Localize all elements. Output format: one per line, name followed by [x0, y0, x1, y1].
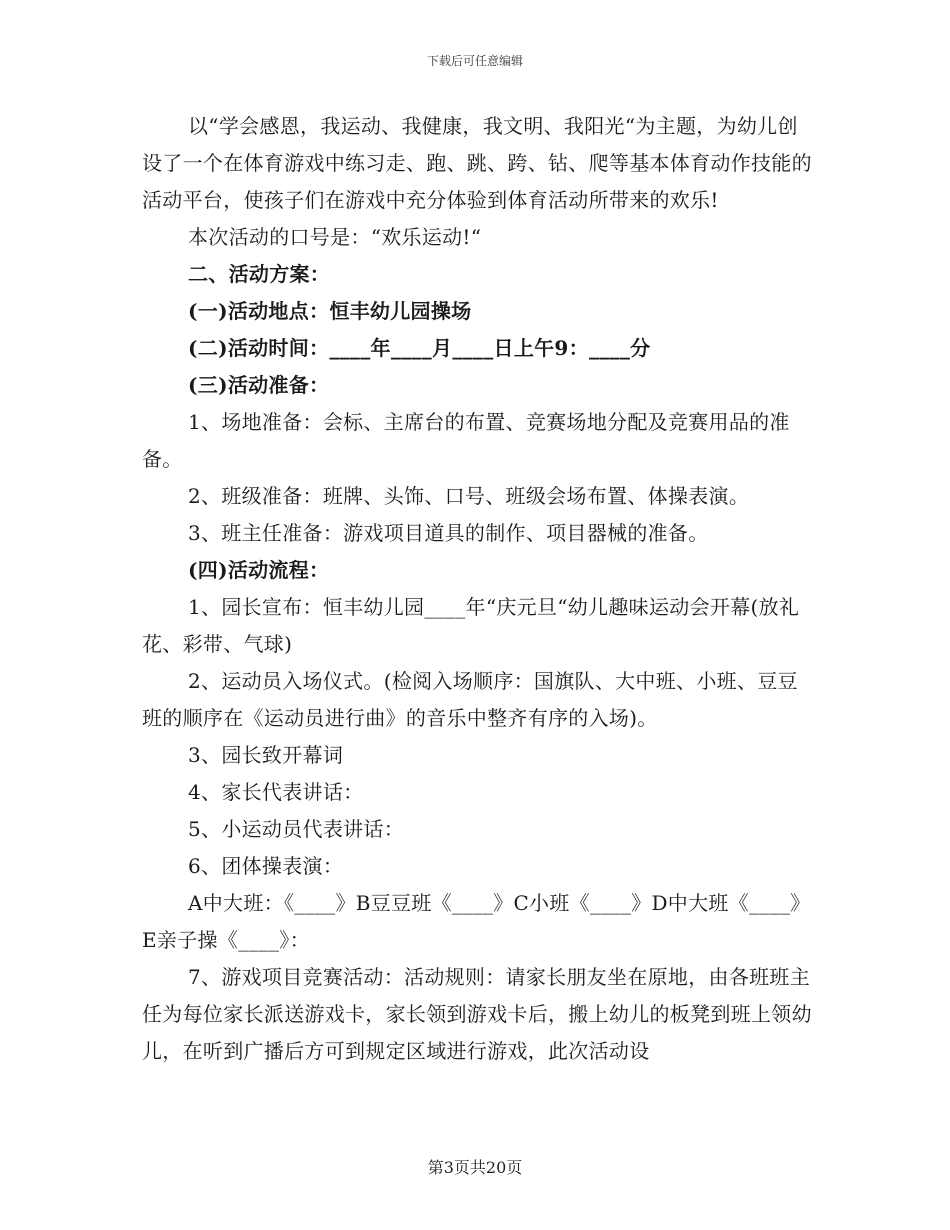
paragraph-speech-athlete: 5、小运动员代表讲话：	[188, 817, 405, 841]
paragraph-speech-director: 3、园长致开幕词	[188, 743, 344, 767]
page-footer: 第3页共20页	[427, 1158, 523, 1177]
paragraph-group-exercise: 6、团体操表演：	[188, 854, 344, 878]
paragraph-slogan: 本次活动的口号是：“欢乐运动!“	[188, 225, 482, 249]
heading-activity-plan: 二、活动方案：	[188, 262, 331, 286]
paragraph-teacher-prep: 3、班主任准备：游戏项目道具的制作、项目器械的准备。	[188, 521, 709, 545]
paragraph-entrance: 2、运动员入场仪式。(检阅入场顺序：国旗队、大中班、小班、豆豆班的顺序在《运动员进行曲》的音乐中整齐有序的入场)。	[142, 669, 798, 730]
paragraph-speech-parent: 4、家长代表讲话：	[188, 780, 364, 804]
paragraph-opening: 1、园长宣布：恒丰幼儿园____年“庆元旦“幼儿趣味运动会开幕(放礼花、彩带、气球)	[142, 595, 800, 656]
document-body	[142, 108, 812, 1070]
paragraph-venue-prep: 1、场地准备：会标、主席台的布置、竞赛场地分配及竞赛用品的准备。	[142, 410, 790, 471]
heading-preparation: (三)活动准备：	[188, 373, 330, 397]
paragraph-game-rules: 7、游戏项目竞赛活动：活动规则：请家长朋友坐在原地，由各班班主任为每位家长派送游戏卡，家长领到游戏卡后，搬上幼儿的板凳到班上领幼儿，在听到广播后方可到规定区域进行游戏，此次活动设	[142, 965, 812, 1063]
paragraph-class-prep: 2、班级准备：班牌、头饰、口号、班级会场布置、体操表演。	[188, 484, 750, 508]
heading-location: (一)活动地点：恒丰幼儿园操场	[188, 299, 472, 323]
page-header: 下载后可任意编辑	[426, 54, 523, 68]
heading-process: (四)活动流程：	[188, 558, 330, 582]
heading-time: (二)活动时间：____年____月____日上午9：____分	[188, 336, 651, 360]
paragraph-exercise-list: A中大班：《____》B豆豆班《____》C小班《____》D中大班《____》E亲子操《____》：	[142, 891, 811, 952]
paragraph-theme: 以“学会感恩，我运动、我健康，我文明、我阳光“为主题，为幼儿创设了一个在体育游戏中练习走、跑、跳、跨、钻、爬等基本体育动作技能的活动平台，使孩子们在游戏中充分体验到体育活动所带来的欢乐!	[142, 114, 812, 212]
